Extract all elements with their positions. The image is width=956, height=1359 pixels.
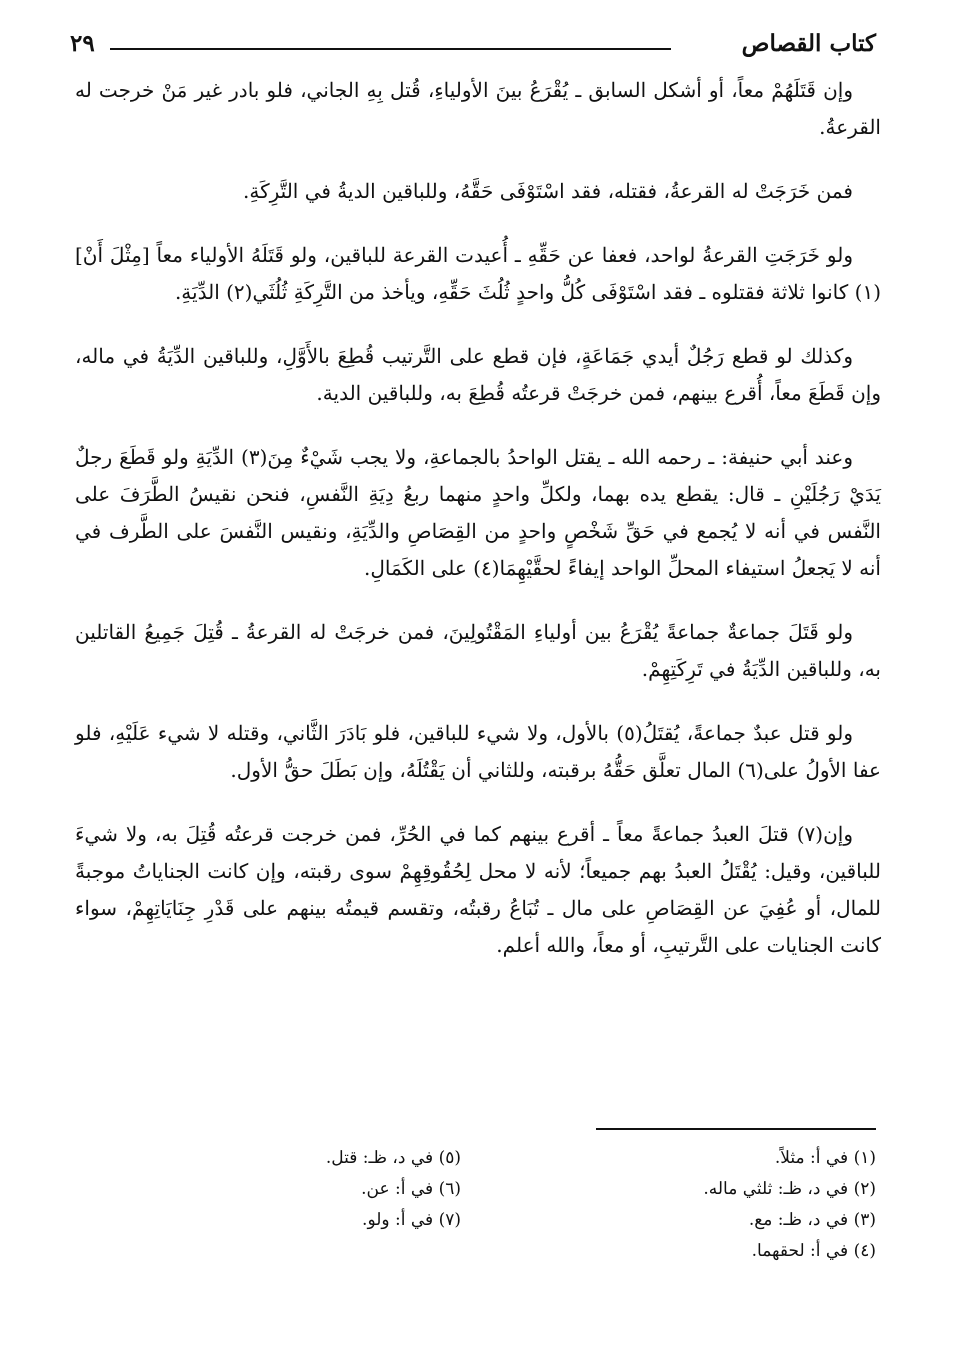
footnotes xyxy=(80,1143,876,1283)
paragraph: ولو قتل عبدٌ جماعةً، يُقتَلُ(٥) بالأول، ولا شيء للباقين، فلو بَادَرَ الثَّاني، وقتله لا شيء عَلَيْهِ، فلو عفا الأولُ على(٦) المال تعلَّق حَقُّهُ برقبته، وللثاني أن يَقْتُلَهُ، وإن بَطَلَ حقُّ الأول. xyxy=(75,721,881,782)
paragraph: وكذلك لو قطع رَجُلٌ أيدي جَمَاعَةٍ، فإن قطع على التَّرتيب قُطِعَ بالأَوَّلِ، وللباقين الدِّيَةُ في ماله، وإن قَطَعَ معاً، أُقرع بينهم، فمن خرجَتْ قرعتُه قُطِعَ به، وللباقين الدية. xyxy=(75,344,881,405)
paragraph: وعند أبي حنيفة: ـ رحمه الله ـ يقتل الواحدُ بالجماعةِ، ولا يجب شَيْءٌ مِنَ(٣) الدِّيَةِ ولو قَطَعَ رجلٌ يَدَيْ رَجُلَيْنِ ـ قال: يقطع يده بهما، ولكلِّ واحدٍ منهما ربعُ دِيَةِ النَّفسِ، فنحن نقيسُ الطَّرَفَ على النَّفس في أنه لا يُجمع في حَقِّ شَخْصٍ واحدٍ من القِصَاصِ والدِّيَةِ، ونقيس النَّفسَ على الطَّرف في أنه لا يَجعلُ استيفاء المحلِّ الواحد إيفاءً لحقَّيْهِمَا(٤) على الكَمَالِ. xyxy=(75,445,881,580)
paragraph: فمن خَرَجَتْ له القرعةُ، فقتله، فقد اسْتَوْفَى حَقَّهُ، وللباقين الديةُ في التَّرِكَةِ. xyxy=(243,179,853,203)
footnote-column-right xyxy=(556,1143,876,1267)
footnote: (١) في أ: مثلاً. xyxy=(774,1148,876,1168)
header-rule xyxy=(110,48,671,50)
footnote: (٢) في د، ظـ: ثلثي ماله. xyxy=(703,1179,876,1199)
chapter-title: كتاب القصاص xyxy=(741,30,876,57)
footnote: (٤) في أ: لحقهما. xyxy=(751,1241,876,1261)
paragraph: وإن قَتَلَهُمْ معاً، أو أشكل السابق ـ يُقْرَعُ بينَ الأولياءِ، قُتل بِهِ الجاني، فلو بادر غير مَنْ خرجت له القرعةُ. xyxy=(75,78,881,139)
footnote-column-left xyxy=(141,1143,461,1236)
footnote: (٣) في د، ظـ: مع. xyxy=(748,1210,876,1230)
footnote: (٧) في أ: ولو. xyxy=(362,1210,461,1230)
footnote-divider xyxy=(596,1128,876,1130)
paragraph: وإن(٧) قتلَ العبدُ جماعةً معاً ـ أقرع بينهم كما في الحُرِّ، فمن خرجت قرعتُه قُتِلَ به، ولا شيءَ للباقين، وقيل: يُقْتَلُ العبدُ بهم جميعاً؛ لأنه لا محل لِحُقُوقِهِمْ سوى رقبته، وإن كانت الجناياتُ موجبةً للمال، أو عُفِيَ عن القِصَاصِ على مال ـ تُبَاعُ رقبتُه، وتقسم قيمتُه بينهم على قَدْرِ جِنَايَاتِهِمْ، سواء كانت الجنايات على التَّرتيبِ، أو معاً، والله أعلم. xyxy=(75,822,881,957)
paragraph: ولو خَرَجَتِ القرعةُ لواحد، فعفا عن حَقِّهِ ـ أُعيدت القرعة للباقين، ولو قَتَلَهُ الأولياء معاً [مِثْلَ أَنْ](١) كانوا ثلاثة فقتلوه ـ فقد اسْتَوْفَى كُلُّ واحدٍ ثُلُثَ حَقِّهِ، ويأخذ من التَّرِكَةِ ثُلُثَي(٢) الدِّيَةِ. xyxy=(75,243,881,304)
footnote: (٥) في د، ظـ: قتل. xyxy=(325,1148,461,1168)
page-header xyxy=(70,26,876,66)
paragraph: ولو قَتَلَ جماعةٌ جماعةً يُقْرَعُ بين أولياءِ المَقْتُولِينَ، فمن خرجَتْ له القرعةُ ـ قُتِلَ جَمِيعُ القاتلين به، وللباقين الدِّيَةُ في تَرِكَتِهِمْ. xyxy=(75,620,881,681)
main-text xyxy=(75,72,881,991)
footnote: (٦) في أ: عن. xyxy=(361,1179,461,1199)
page-number: ٢٩ xyxy=(70,30,95,57)
